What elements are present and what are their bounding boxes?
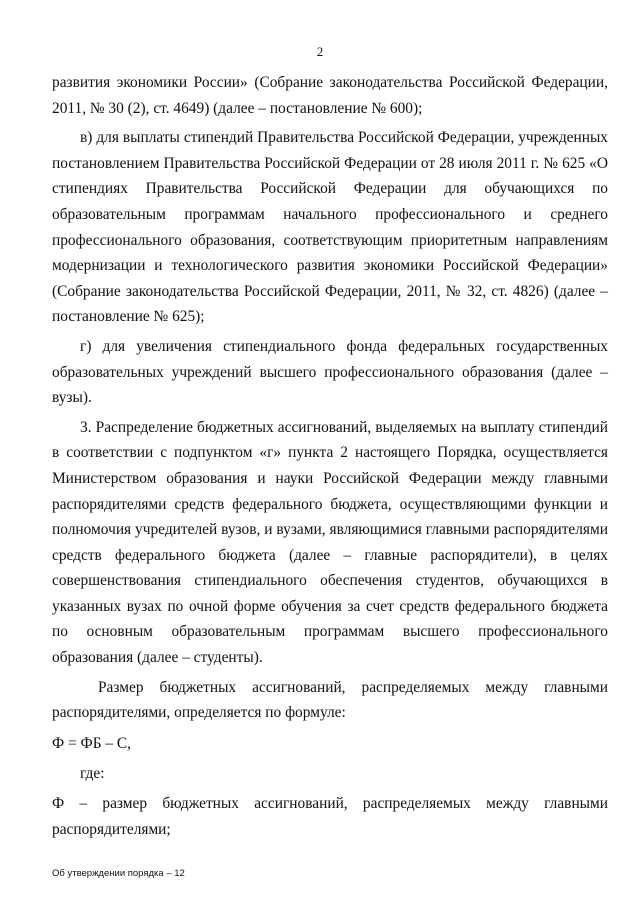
formula-definition: Ф – размер бюджетных ассигнований, распределяемых между главными распорядителями; bbox=[52, 795, 608, 838]
page-number: 2 bbox=[316, 44, 324, 59]
paragraph-item-g: г) для увеличения стипендиального фонда федеральных государственных образовательных учреждений высшего профессионального образования (далее – вузы). bbox=[52, 337, 608, 407]
paragraph-formula-intro: Размер бюджетных ассигнований, распределяемых между главными распорядителями, определяется по формуле: bbox=[52, 678, 608, 722]
paragraph-clause-3: 3. Распределение бюджетных ассигнований, выделяемых на выплату стипендий в соответствии с подпунктом «г» пункта 2 настоящего Порядка, осуществляется Министерством образования и науки Российской Федерации между главными распорядителями средств федерального бюджета, осуществляющими функции и полномочия учредителей вузов, и вузами, являющимися главными распорядителями средств федерального бюджета (далее – главные распорядители), в целях совершенствования стипендиального обеспечения студентов, обучающихся в указанных вузах по очной форме обучения за счет средств федерального бюджета по основным образовательным программам высшего профессионального образования (далее – студенты). bbox=[52, 418, 608, 667]
document-body bbox=[52, 70, 608, 842]
formula: Ф = ФБ – С, bbox=[52, 734, 132, 752]
paragraph-item-v: в) для выплаты стипендий Правительства Российской Федерации, учрежденных постановлением Правительства Российской Федерации от 28 июля 2011 г. № 625 «О стипендиях Правительства Российской Федерации для обучающихся по образовательным программам начального профессионального и среднего профессионального образования, соответствующим приоритетным направлениям модернизации и технологического развития экономики Российской Федерации» (Собрание законодательства Российской Федерации, 2011, № 32, ст. 4826) (далее – постановление № 625); bbox=[52, 129, 608, 326]
footer-note: Об утверждении порядка – 12 bbox=[52, 868, 185, 879]
paragraph-continuation: развития экономики России» (Собрание законодательства Российской Федерации, 2011, № 30 (2), ст. 4649) (далее – постановление № 600); bbox=[52, 74, 608, 117]
formula-where-label: где: bbox=[80, 765, 105, 783]
